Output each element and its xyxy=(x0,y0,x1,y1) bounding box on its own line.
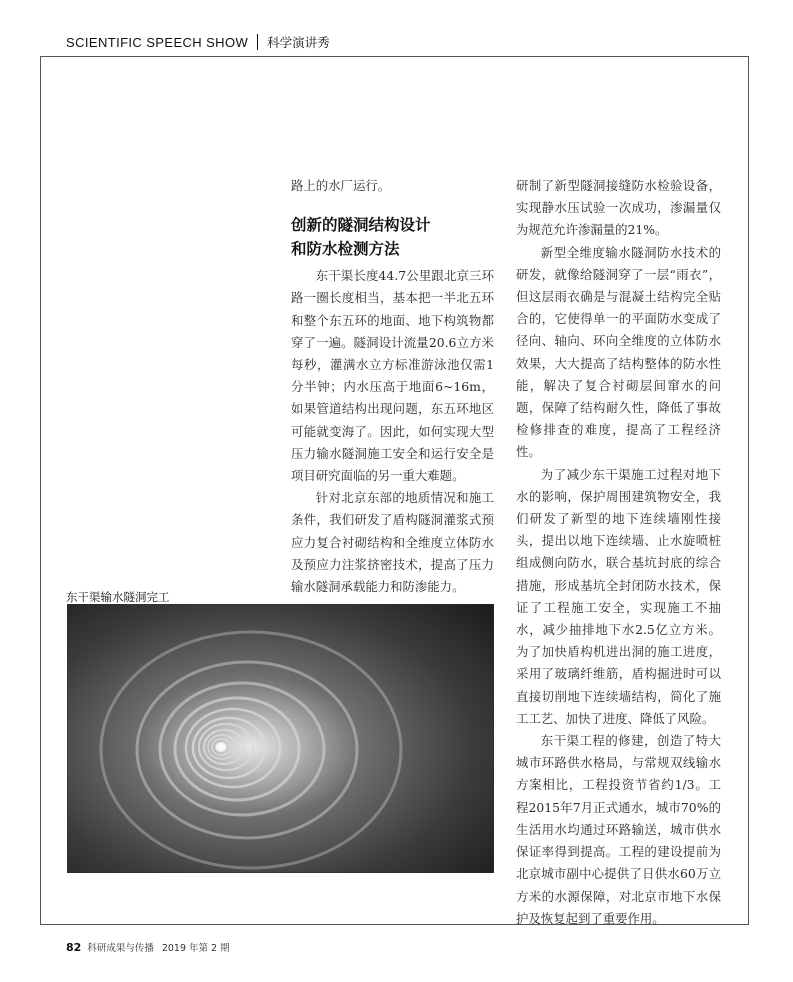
issue-label: 2019 年第 2 期 xyxy=(161,943,230,954)
journal-name: 科研成果与传播 xyxy=(87,943,154,954)
opening-line: 路上的水厂运行。 xyxy=(291,178,391,193)
section-heading-line2: 和防水检测方法 xyxy=(291,240,400,259)
section-heading-line1: 创新的隧洞结构设计 xyxy=(291,216,431,235)
body-paragraph: 为了减少东干渠施工过程对地下水的影响，保护周围建筑物安全，我们研发了新型的地下连续墙刚性接头，提出以地下连续墙、止水旋喷桩组成侧向防水，联合基坑封底的综合措施，形成基坑全封闭防水技术，保证了工程施工安全，实现施工不抽水，减少抽排地下水2.5亿立方米。为了加快盾构机进出洞的施工进度，采用了玻璃纤维筋，盾构掘进时可以直接切削地下连续墙结构，简化了施工工艺、加快了进度、降低了风险。 xyxy=(516,466,721,726)
body-paragraph: 东干渠长度44.7公里跟北京三环路一圈长度相当，基本把一半北五环和整个东五环的地面、地下构筑物都穿了一遍。隧洞设计流量20.6立方米每秒，灌满水立方标准游泳池仅需1分半钟；内水压高于地面6~16m，如果管道结构出现问题，东五环地区可能就变海了。因此，如何实现大型压力输水隧洞施工安全和运行安全是项目研究面临的另一重大难题。 xyxy=(291,268,494,484)
section-heading xyxy=(291,213,494,261)
tunnel-photo xyxy=(67,604,494,873)
left-column xyxy=(291,175,494,598)
body-paragraph: 针对北京东部的地质情况和施工条件，我们研发了盾构隧洞灌浆式预应力复合衬砌结构和全维度立体防水及预应力注浆挤密技术，提高了压力输水隧洞承载能力和防渗能力。 xyxy=(291,490,494,595)
header-divider xyxy=(257,34,258,50)
running-header xyxy=(66,33,330,51)
body-paragraph: 新型全维度输水隧洞防水技术的研发，就像给隧洞穿了一层“雨衣”，但这层雨衣确是与混凝土结构完全贴合的，它使得单一的平面防水变成了径向、轴向、环向全维度的立体防水效果，大大提高了结构整体的防水性能，解决了复合衬砌层间窜水的问题，保障了结构耐久性，降低了事故检修排查的难度，提高了工程经济性。 xyxy=(516,244,721,460)
body-paragraph: 研制了新型隧洞接缝防水检验设备，实现静水压试验一次成功，渗漏量仅为规范允许渗漏量的21%。 xyxy=(516,178,721,238)
right-column xyxy=(516,175,721,930)
tunnel-illustration xyxy=(67,604,494,873)
page-footer xyxy=(66,940,230,954)
series-title-en: SCIENTIFIC SPEECH SHOW xyxy=(66,34,249,50)
page-number: 82 xyxy=(66,941,82,954)
series-title-cn: 科学演讲秀 xyxy=(267,35,330,50)
body-paragraph: 东干渠工程的修建，创造了特大城市环路供水格局，与常规双线输水方案相比，工程投资节省约1/3。工程2015年7月正式通水，城市70%的生活用水均通过环路输送，城市供水保证率得到提高。工程的建设提前为北京城市副中心提供了日供水60万立方米的水源保障，对北京市地下水保护及恢复起到了重要作用。 xyxy=(516,733,721,926)
figure-caption: 东干渠输水隧洞完工 xyxy=(66,590,170,604)
